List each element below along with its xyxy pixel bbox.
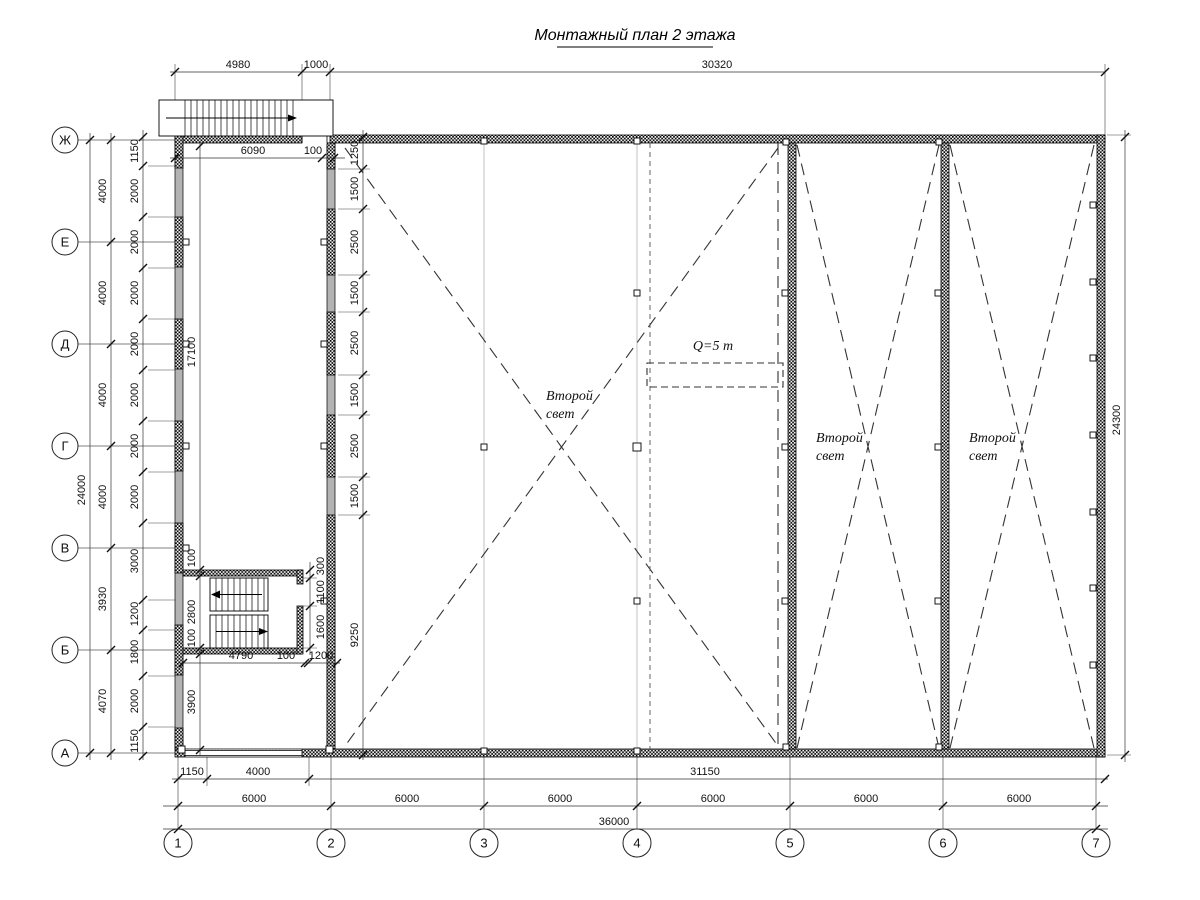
dimension-label: 6000 xyxy=(1006,793,1032,805)
dimension-label: 6000 xyxy=(241,793,267,805)
dimension-label: 4980 xyxy=(225,59,251,71)
wall-openings xyxy=(185,135,327,757)
dimension-label: 2800 xyxy=(186,599,198,625)
dimension-label: 4000 xyxy=(245,766,271,778)
grid-row-label: Е xyxy=(60,234,70,250)
dimension-label: 4070 xyxy=(97,688,109,714)
dimension-label: 1500 xyxy=(349,382,361,408)
dimension-chain xyxy=(129,130,147,760)
dimension-label: 24300 xyxy=(1111,404,1123,436)
grid-axis-bubble xyxy=(623,829,651,857)
dimension-label: 1500 xyxy=(349,280,361,306)
dimension-label: 1100 xyxy=(315,580,327,604)
grid-axis-bubble xyxy=(52,331,78,357)
grid-axis-bubble xyxy=(164,829,192,857)
grid-row-label: Б xyxy=(60,642,70,658)
top-wall xyxy=(330,135,1105,143)
dimension-label: 4000 xyxy=(97,280,109,306)
grid-axis-bubble xyxy=(52,637,78,663)
dimension-chain xyxy=(1111,130,1129,762)
central-bay-x-brace xyxy=(345,148,778,746)
row-grid-bubbles xyxy=(52,127,78,766)
grid-axis-bubble xyxy=(776,829,804,857)
dimension-label: 2000 xyxy=(129,382,141,408)
dimension-label: 100 xyxy=(276,650,296,662)
grid-row-label: Ж xyxy=(58,132,72,148)
dimension-label: 1150 xyxy=(129,139,141,163)
internal-stairwell xyxy=(210,578,268,648)
grid-col-label: 7 xyxy=(1092,835,1100,851)
dimension-label: 31150 xyxy=(690,766,720,778)
col-axis-lines xyxy=(178,757,1096,829)
grid-row-label: А xyxy=(60,745,70,761)
second-light-label-1-line1: Второй xyxy=(546,389,593,404)
row-axis-lines xyxy=(78,140,178,753)
second-light-label-2-line1: Второй xyxy=(816,431,863,446)
grid-axis-bubble xyxy=(929,829,957,857)
dimension-label: 6000 xyxy=(853,793,879,805)
dimension-chain xyxy=(349,130,367,760)
dimension-label: 100 xyxy=(303,145,323,157)
dimension-label: 3000 xyxy=(129,548,141,574)
bay5-6-x-brace xyxy=(797,145,939,748)
drawing-title: Монтажный план 2 этажа xyxy=(534,27,736,44)
grid-axis-bubble xyxy=(317,829,345,857)
dimension-label: 24000 xyxy=(76,474,88,506)
crane-capacity-label: Q=5 т xyxy=(692,339,734,354)
dimension-chain xyxy=(97,133,115,760)
dimension-label: 4000 xyxy=(97,178,109,204)
dimension-chain xyxy=(170,145,345,162)
dimension-label: 1600 xyxy=(315,614,327,640)
dimension-label: 1150 xyxy=(129,729,141,753)
dimension-chain xyxy=(172,766,1109,783)
grid-row-label: Г xyxy=(61,438,69,454)
extension-lines xyxy=(148,64,1131,786)
grid-axis-bubble xyxy=(52,127,78,153)
dimension-label: 2000 xyxy=(129,178,141,204)
dimension-label: 6000 xyxy=(394,793,420,805)
dimension-label: 1150 xyxy=(180,766,204,778)
grid-axis-bubble xyxy=(52,229,78,255)
dimension-label: 300 xyxy=(315,556,327,576)
grid-col-label: 2 xyxy=(327,835,335,851)
right-wall xyxy=(1097,135,1105,757)
col-grid-bubbles xyxy=(164,829,1110,857)
axis-lines xyxy=(78,64,1131,829)
grid-axis-bubble xyxy=(470,829,498,857)
grid-col-label: 1 xyxy=(174,835,182,851)
dimension-label: 6000 xyxy=(700,793,726,805)
grid-col-label: 5 xyxy=(786,835,794,851)
dimension-label: 1250 xyxy=(349,140,361,166)
dimension-label: 1200 xyxy=(129,601,141,627)
second-light-label-2-line2: свет xyxy=(816,449,845,464)
grid-axis-bubble xyxy=(52,535,78,561)
dimension-label: 2500 xyxy=(349,433,361,459)
dimension-label: 2000 xyxy=(129,484,141,510)
dimension-label: 30320 xyxy=(701,59,733,71)
dimension-label: 2000 xyxy=(129,331,141,357)
dimension-label: 2500 xyxy=(349,229,361,255)
grid-col-label: 3 xyxy=(480,835,488,851)
dimension-label: 6090 xyxy=(240,145,266,157)
dimension-label: 4790 xyxy=(228,650,254,662)
dimension-label: 1000 xyxy=(303,59,329,71)
dimension-chain xyxy=(170,59,1109,76)
grid-axis-bubble xyxy=(52,433,78,459)
dimension-label: 1200 xyxy=(308,650,334,662)
dimension-label: 6000 xyxy=(547,793,573,805)
dimension-label: 1800 xyxy=(129,639,141,665)
dimension-label: 3900 xyxy=(186,689,198,715)
second-light-label-3-line1: Второй xyxy=(969,431,1016,446)
dimension-label: 4000 xyxy=(97,484,109,510)
grid-col-label: 4 xyxy=(633,835,641,851)
dimension-chain xyxy=(76,133,94,760)
grid-row-label: В xyxy=(60,540,70,556)
dimension-label: 2000 xyxy=(129,433,141,459)
external-stair xyxy=(159,100,333,136)
dimension-label: 36000 xyxy=(598,816,630,828)
crane-beam-outline xyxy=(647,363,783,387)
grid-row-label: Д xyxy=(60,336,70,352)
grid-axis-bubble xyxy=(1082,829,1110,857)
dimension-label: 100 xyxy=(186,628,198,648)
grid-col-label: 6 xyxy=(939,835,947,851)
dimension-label: 17100 xyxy=(186,336,198,368)
dimension-label: 1500 xyxy=(349,176,361,202)
second-light-label-1-line2: свет xyxy=(546,407,575,422)
wall-axis5 xyxy=(788,143,796,749)
bracing xyxy=(345,140,1094,749)
dimension-label: 2000 xyxy=(129,229,141,255)
grid-axis-bubble xyxy=(52,740,78,766)
dimension-label: 4000 xyxy=(97,382,109,408)
dimension-chain xyxy=(163,793,1108,810)
dimension-chains-layer xyxy=(76,59,1129,833)
dimension-label: 9250 xyxy=(349,622,361,648)
second-light-label-3-line2: свет xyxy=(969,449,998,464)
dimension-label: 1500 xyxy=(349,483,361,509)
dimension-label: 3930 xyxy=(97,586,109,612)
dimension-label: 2000 xyxy=(129,688,141,714)
wall-axis6 xyxy=(941,143,949,749)
dimension-label: 100 xyxy=(186,548,198,568)
bay6-7-x-brace xyxy=(950,145,1094,748)
dimension-label: 2500 xyxy=(349,330,361,356)
left-wall-piers xyxy=(175,135,183,749)
dimension-label: 2000 xyxy=(129,280,141,306)
